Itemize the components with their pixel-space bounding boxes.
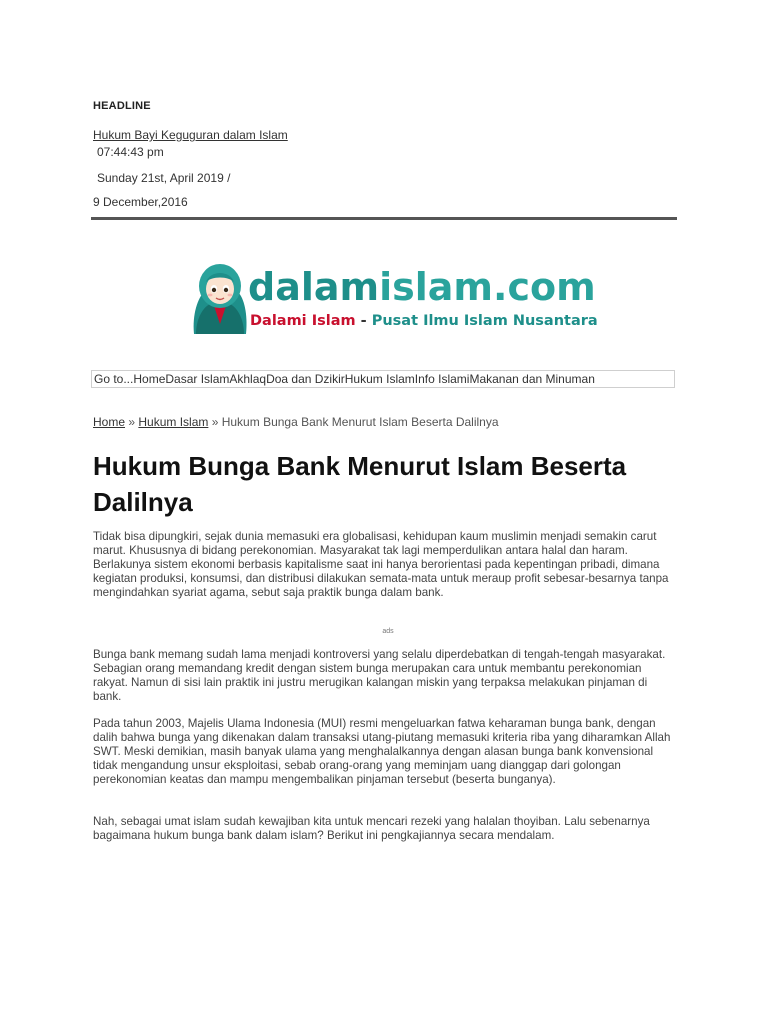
breadcrumb [93,415,499,429]
logo-tagline-sep: - [355,313,372,329]
breadcrumb-category[interactable]: Hukum Islam [138,415,209,429]
breadcrumb-home[interactable]: Home [93,415,126,429]
headline-article-link[interactable]: Hukum Bayi Keguguran dalam Islam [93,128,288,142]
logo-name-part2: islam.com [379,265,596,309]
breadcrumb-separator: » [125,415,139,429]
article-paragraph: Bunga bank memang sudah lama menjadi kontroversi yang selalu diperdebatkan di tengah-tengah masyarakat. Sebagian orang memandang kredit dengan sistem bunga merupakan cara untuk membantu perekonomian rakyat. Namun di sisi lain praktik ini justru merugikan kalangan miskin yang terpaksa melakukan pinjaman di bank. [93,648,666,704]
article-title: Hukum Bunga Bank Menurut Islam Beserta Dalilnya [93,451,627,517]
logo-name-part1: dalam [248,265,380,309]
nav-select-menu[interactable]: Go to...HomeDasar IslamAkhlaqDoa dan DzikirHukum IslamInfo IslamiMakanan dan Minuman [91,370,675,388]
headline-day: Sunday 21st, April 2019 / [97,171,231,185]
article-paragraph: Nah, sebagai umat islam sudah kewajiban kita untuk mencari rezeki yang halalan thoyiban. Lalu sebenarnya bagaimana hukum bunga bank dalam islam? Berikut ini pengkajiannya secara mendalam. [93,815,650,843]
mascot-icon [194,264,247,334]
site-logo[interactable] [190,262,598,338]
headline-time: 07:44:43 pm [97,145,164,159]
svg-text:dalamislam.com [248,265,596,309]
article-paragraph: Pada tahun 2003, Majelis Ulama Indonesia (MUI) resmi mengeluarkan fatwa keharaman bunga bank, dengan dalih bahwa bunga yang dikenakan dalam transaksi utang-piutang memasuki kriteria riba yang diharamkan Allah SWT. Meski demikian, masih banyak ulama yang menghalalkannya dengan alasan bunga bank konvensional tidak mengandung unsur eksploitasi, sebab orang-orang yang meminjam uang dianggap dari golongan perekonomian keatas dan mampu mengembalikan pinjaman tersebut (beserta bunganya). [93,717,671,787]
ads-label: ads [382,628,394,635]
logo-tagline-part2: Pusat Ilmu Islam Nusantara [371,313,598,329]
svg-text:Dalami Islam - Pusat Ilmu Isla [250,313,598,329]
logo-tagline-part1: Dalami Islam [250,313,356,329]
headline-label: HEADLINE [93,100,151,112]
article-paragraph: Tidak bisa dipungkiri, sejak dunia memasuki era globalisasi, kehidupan kaum muslimin menjadi semakin carut marut. Khususnya di bidang perekonomian. Masyarakat tak lagi memperdulikan antara halal dan haram. Berlakunya sistem ekonomi berbasis kapitalisme saat ini hanya berorientasi pada kepentingan pribadi, dimana kegiatan produksi, konsumsi, dan distribusi dilakukan semata-mata untuk meraup profit sebesar-besarnya tanpa mengindahkan syariat agama, sebut saja praktik bunga dalam bank. [93,530,669,600]
headline-date: 9 December,2016 [93,195,188,209]
breadcrumb-current: Hukum Bunga Bank Menurut Islam Beserta Dalilnya [221,415,499,429]
breadcrumb-separator: » [208,415,222,429]
header-divider [91,217,677,220]
